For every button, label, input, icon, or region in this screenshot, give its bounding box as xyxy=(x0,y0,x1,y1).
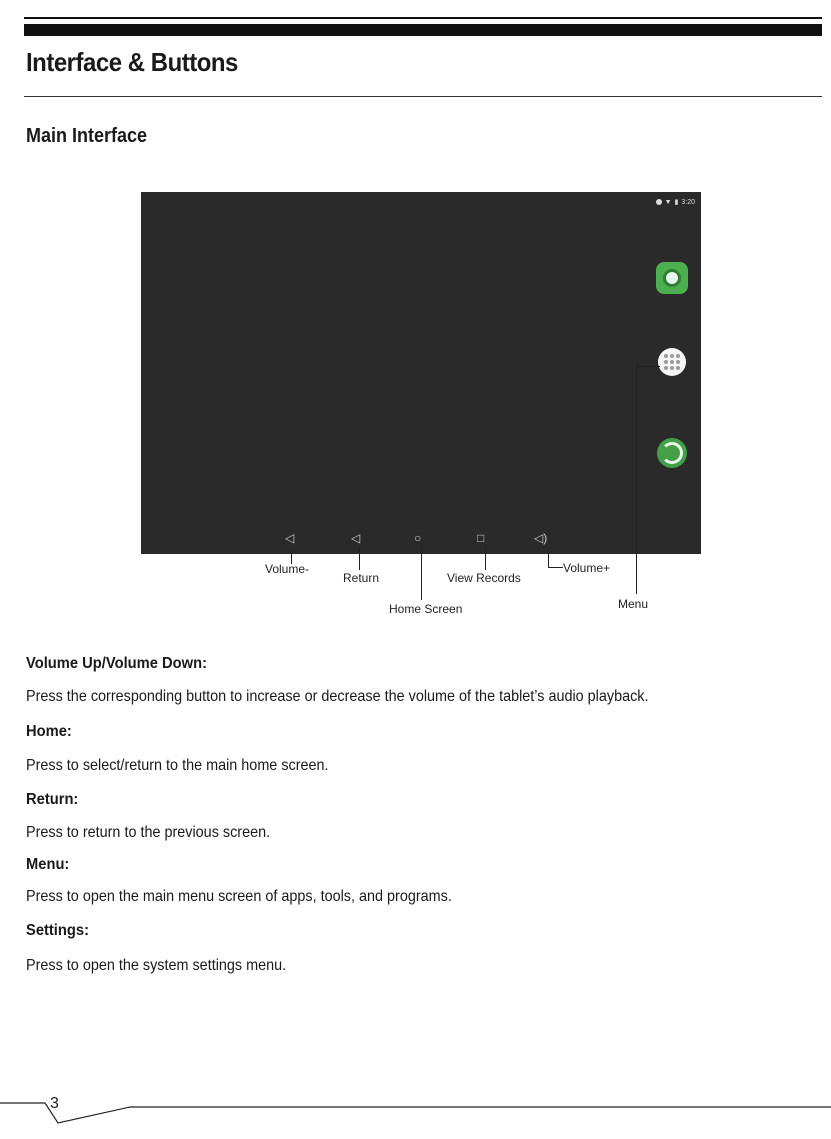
page-number: 3 xyxy=(50,1095,59,1112)
desc-title-menu: Menu: xyxy=(26,856,70,873)
callout-volume-down: Volume- xyxy=(265,562,310,576)
callout-home-screen: Home Screen xyxy=(389,602,463,616)
desc-body-volume: Press the corresponding button to increase or decrease the volume of the tablet’s audio playback. xyxy=(26,688,649,705)
battery-icon: ▮ xyxy=(674,199,679,206)
callout-view-records: View Records xyxy=(447,571,521,585)
callout-line-home xyxy=(421,548,422,600)
callout-line-return xyxy=(359,548,360,570)
footer-rule xyxy=(0,1095,831,1139)
callout-menu: Menu xyxy=(618,597,649,611)
status-time: 3:20 xyxy=(681,198,695,206)
back-icon[interactable]: ◁ xyxy=(351,531,361,545)
menu-app-icon[interactable] xyxy=(658,348,686,376)
desc-body-return: Press to return to the previous screen. xyxy=(26,824,271,841)
notification-icon xyxy=(656,199,662,205)
callout-line-view-records xyxy=(485,548,486,570)
desc-title-settings: Settings: xyxy=(26,922,89,939)
header-rule-thick xyxy=(24,24,822,36)
tablet-screen xyxy=(141,192,701,554)
wifi-icon: ▼ xyxy=(664,198,672,206)
status-bar xyxy=(656,198,695,206)
callout-line-volume-up xyxy=(548,548,549,568)
section-title: Main Interface xyxy=(26,125,148,147)
title-divider xyxy=(24,96,822,97)
desc-body-home: Press to select/return to the main home screen. xyxy=(26,757,329,774)
volume-up-icon[interactable]: ◁) xyxy=(534,531,548,545)
callout-return: Return xyxy=(343,571,380,585)
callout-line-volume-up-h xyxy=(548,567,563,568)
callout-line-menu xyxy=(636,366,637,594)
desc-body-settings: Press to open the system settings menu. xyxy=(26,957,287,974)
callout-line-menu-h xyxy=(636,366,660,367)
recents-icon[interactable]: □ xyxy=(477,531,485,545)
home-icon[interactable]: ○ xyxy=(414,531,422,545)
desc-body-menu: Press to open the main menu screen of apps, tools, and programs. xyxy=(26,888,452,905)
browser-app-icon[interactable] xyxy=(657,438,687,468)
header-rule-thin xyxy=(24,17,822,19)
desc-title-home: Home: xyxy=(26,723,72,740)
desc-title-return: Return: xyxy=(26,791,79,808)
desc-title-volume: Volume Up/Volume Down: xyxy=(26,655,208,672)
page-title: Interface & Buttons xyxy=(26,47,238,77)
volume-down-icon[interactable]: ◁ xyxy=(285,531,295,545)
settings-app-icon[interactable] xyxy=(656,262,688,294)
callout-volume-up: Volume+ xyxy=(563,561,611,575)
